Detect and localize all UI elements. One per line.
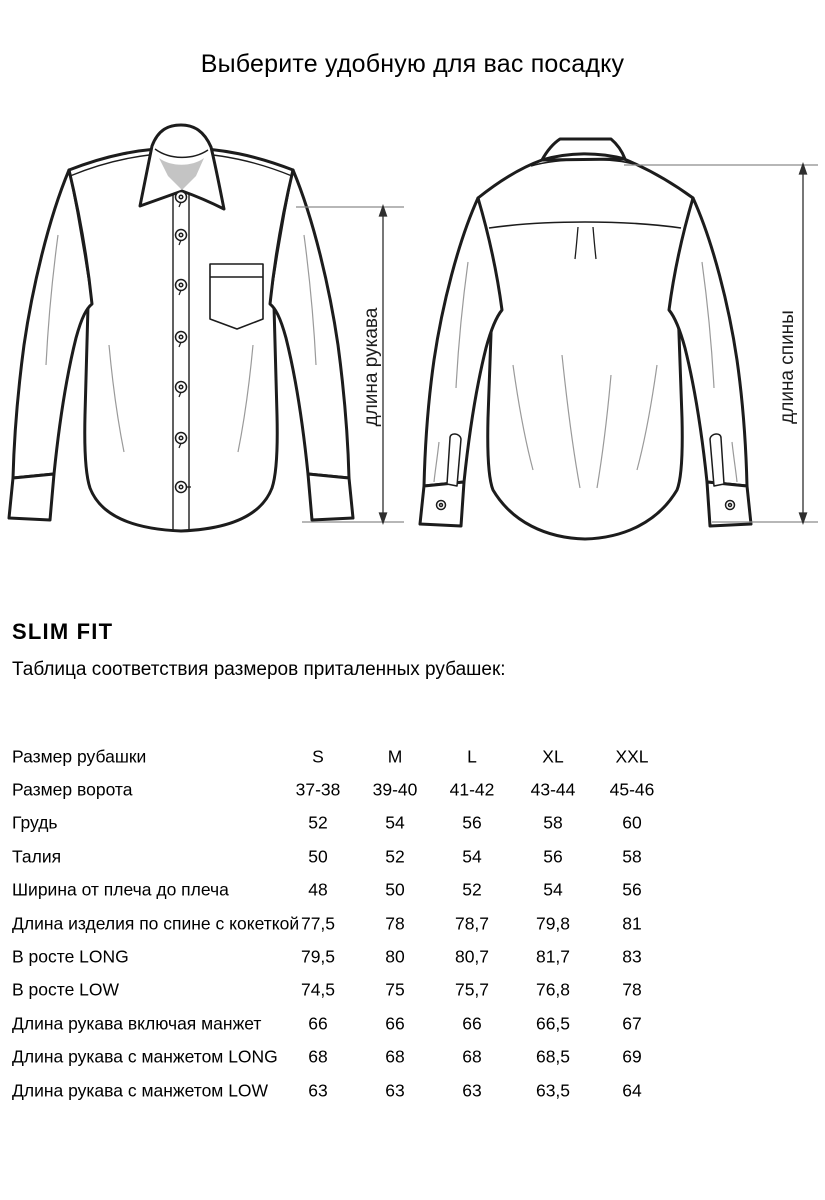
cell-value: 78 bbox=[622, 979, 642, 1000]
cell-value: 68 bbox=[385, 1046, 405, 1067]
column-header: M bbox=[387, 746, 403, 767]
table-header-row bbox=[12, 740, 688, 773]
cell-value: 64 bbox=[622, 1080, 642, 1101]
cell-value: 56 bbox=[543, 846, 563, 867]
cell-value: 81 bbox=[622, 913, 642, 934]
cell-value: 69 bbox=[622, 1046, 642, 1067]
table-row bbox=[12, 840, 688, 873]
back-dimension-label: длина спины bbox=[777, 310, 798, 424]
shirt-back-drawing bbox=[412, 120, 825, 560]
row-label: Размер ворота bbox=[12, 779, 133, 800]
fit-heading: SLIM FIT bbox=[12, 619, 114, 644]
cell-value: 68,5 bbox=[535, 1046, 571, 1067]
table-subtitle: Таблица соответствия размеров приталенных рубашек: bbox=[12, 659, 506, 680]
row-label: Талия bbox=[12, 846, 62, 867]
row-label: В росте LONG bbox=[12, 946, 129, 967]
row-label: Размер рубашки bbox=[12, 746, 147, 767]
cell-value: 52 bbox=[385, 846, 405, 867]
cell-value: 78 bbox=[385, 913, 405, 934]
front-left-cuff bbox=[9, 474, 54, 520]
table-row bbox=[12, 974, 688, 1007]
column-header: XXL bbox=[615, 746, 649, 767]
cell-value: 80 bbox=[385, 946, 405, 967]
cell-value: 58 bbox=[543, 812, 563, 833]
shirt-front-drawing bbox=[0, 120, 412, 560]
table-row bbox=[12, 773, 688, 806]
cell-value: 50 bbox=[385, 879, 405, 900]
row-label: Длина рукава с манжетом LOW bbox=[12, 1080, 269, 1101]
cell-value: 45-46 bbox=[609, 779, 655, 800]
cell-value: 75,7 bbox=[454, 979, 490, 1000]
front-right-cuff bbox=[308, 474, 353, 520]
cell-value: 39-40 bbox=[372, 779, 418, 800]
cell-value: 58 bbox=[622, 846, 642, 867]
row-label: В росте LOW bbox=[12, 979, 120, 1000]
cell-value: 66 bbox=[462, 1013, 482, 1034]
cell-value: 76,8 bbox=[535, 979, 571, 1000]
cell-value: 66,5 bbox=[535, 1013, 571, 1034]
cell-value: 41-42 bbox=[449, 779, 495, 800]
cell-value: 56 bbox=[462, 812, 482, 833]
cell-value: 68 bbox=[462, 1046, 482, 1067]
cell-value: 37-38 bbox=[295, 779, 341, 800]
cell-value: 74,5 bbox=[300, 979, 336, 1000]
column-header: L bbox=[467, 746, 477, 767]
cell-value: 67 bbox=[622, 1013, 642, 1034]
page-title: Выберите удобную для вас посадку bbox=[200, 50, 625, 78]
size-table bbox=[12, 740, 688, 1107]
column-header: S bbox=[312, 746, 324, 767]
front-dimension-label: длина рукава bbox=[361, 307, 382, 427]
cell-value: 54 bbox=[543, 879, 563, 900]
table-row bbox=[12, 1074, 688, 1107]
row-label: Длина изделия по спине с кокеткой bbox=[12, 913, 300, 934]
cell-value: 52 bbox=[308, 812, 328, 833]
back-body bbox=[478, 159, 693, 539]
cell-value: 63 bbox=[385, 1080, 405, 1101]
cell-value: 66 bbox=[308, 1013, 328, 1034]
cell-value: 75 bbox=[385, 979, 405, 1000]
cell-value: 79,5 bbox=[300, 946, 336, 967]
cell-value: 54 bbox=[462, 846, 482, 867]
back-collar bbox=[542, 139, 625, 160]
row-label: Длина рукава включая манжет bbox=[12, 1013, 262, 1034]
cell-value: 52 bbox=[462, 879, 482, 900]
row-label: Грудь bbox=[12, 812, 58, 833]
row-label: Ширина от плеча до плеча bbox=[12, 879, 229, 900]
front-pocket bbox=[210, 264, 263, 329]
cell-value: 78,7 bbox=[454, 913, 490, 934]
row-label: Длина рукава с манжетом LONG bbox=[12, 1046, 278, 1067]
cell-value: 66 bbox=[385, 1013, 405, 1034]
table-row bbox=[12, 907, 688, 940]
cell-value: 80,7 bbox=[454, 946, 490, 967]
back-dimension-arrow bbox=[800, 164, 807, 523]
cell-value: 43-44 bbox=[530, 779, 576, 800]
table-row bbox=[12, 1007, 688, 1040]
table-row bbox=[12, 1041, 688, 1074]
cell-value: 63 bbox=[462, 1080, 482, 1101]
cell-value: 63 bbox=[308, 1080, 328, 1101]
cell-value: 79,8 bbox=[535, 913, 571, 934]
table-row bbox=[12, 940, 688, 973]
cell-value: 77,5 bbox=[300, 913, 336, 934]
cell-value: 60 bbox=[622, 812, 642, 833]
column-header: XL bbox=[542, 746, 564, 767]
cell-value: 50 bbox=[308, 846, 328, 867]
front-left-sleeve bbox=[13, 170, 92, 478]
cell-value: 83 bbox=[622, 946, 642, 967]
table-row bbox=[12, 807, 688, 840]
front-right-sleeve bbox=[270, 170, 349, 478]
cell-value: 48 bbox=[308, 879, 328, 900]
cell-value: 81,7 bbox=[535, 946, 571, 967]
cell-value: 56 bbox=[622, 879, 642, 900]
cell-value: 68 bbox=[308, 1046, 328, 1067]
table-row bbox=[12, 874, 688, 907]
cell-value: 54 bbox=[385, 812, 405, 833]
cell-value: 63,5 bbox=[535, 1080, 571, 1101]
